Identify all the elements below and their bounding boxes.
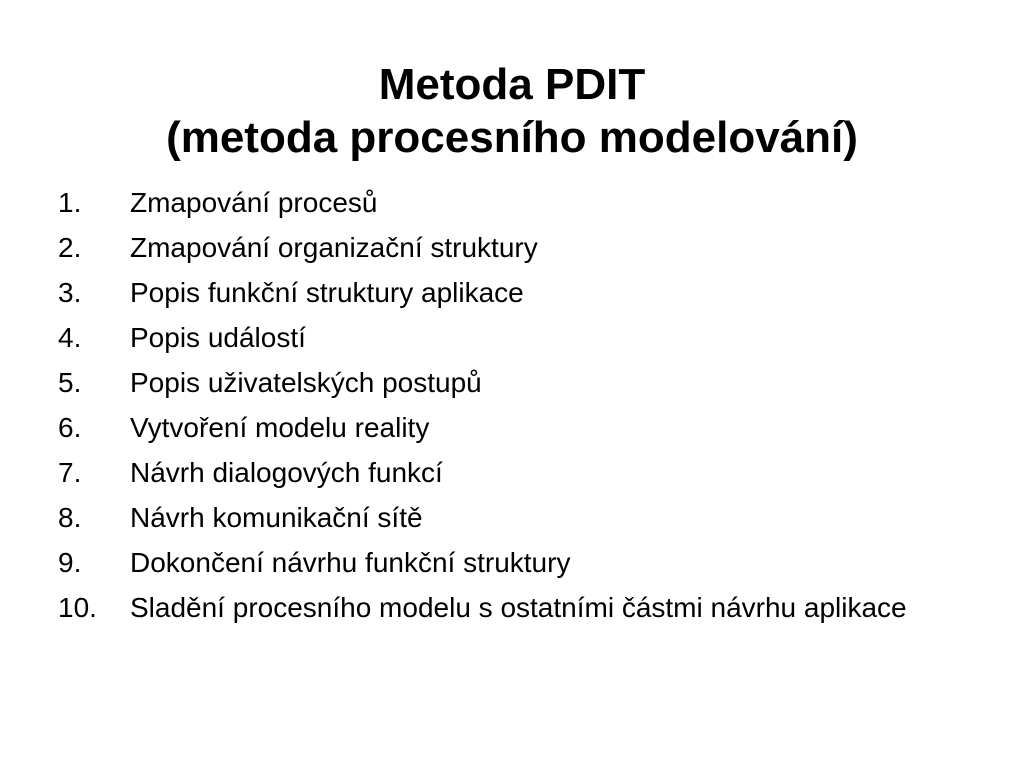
list-item-text: Zmapování procesů <box>130 187 378 218</box>
numbered-list <box>58 180 978 630</box>
list-item <box>58 540 978 585</box>
list-item <box>58 225 978 270</box>
list-item-number: 6. <box>58 412 82 443</box>
list-item-text: Návrh dialogových funkcí <box>130 457 443 488</box>
list-item <box>58 270 978 315</box>
list-item-number: 9. <box>58 547 82 578</box>
list-item-text: Popis funkční struktury aplikace <box>130 277 524 308</box>
list-item <box>58 495 978 540</box>
list-item-text: Vytvoření modelu reality <box>130 412 430 443</box>
slide-title <box>0 58 1024 164</box>
list-item <box>58 180 978 225</box>
list-item <box>58 405 978 450</box>
list-item <box>58 450 978 495</box>
list-item-number: 1. <box>58 187 82 218</box>
list-item-number: 3. <box>58 277 82 308</box>
slide-title-line-1: Metoda PDIT <box>378 60 646 109</box>
list-item-number: 2. <box>58 232 82 263</box>
list-item-number: 8. <box>58 502 82 533</box>
list-item-number: 7. <box>58 457 82 488</box>
list-item-text: Dokončení návrhu funkční struktury <box>130 547 571 578</box>
list-item-text: Popis uživatelských postupů <box>130 367 482 398</box>
list-item-text: Sladění procesního modelu s ostatními částmi návrhu aplikace <box>130 592 907 623</box>
list-item-number: 10. <box>58 592 97 623</box>
list-item <box>58 360 978 405</box>
slide-title-line-2: (metoda procesního modelování) <box>166 113 858 162</box>
list-item-text: Návrh komunikační sítě <box>130 502 423 533</box>
list-item <box>58 585 978 630</box>
list-item-number: 4. <box>58 322 82 353</box>
list-item-number: 5. <box>58 367 82 398</box>
list-item <box>58 315 978 360</box>
list-item-text: Zmapování organizační struktury <box>130 232 538 263</box>
list-item-text: Popis událostí <box>130 322 306 353</box>
